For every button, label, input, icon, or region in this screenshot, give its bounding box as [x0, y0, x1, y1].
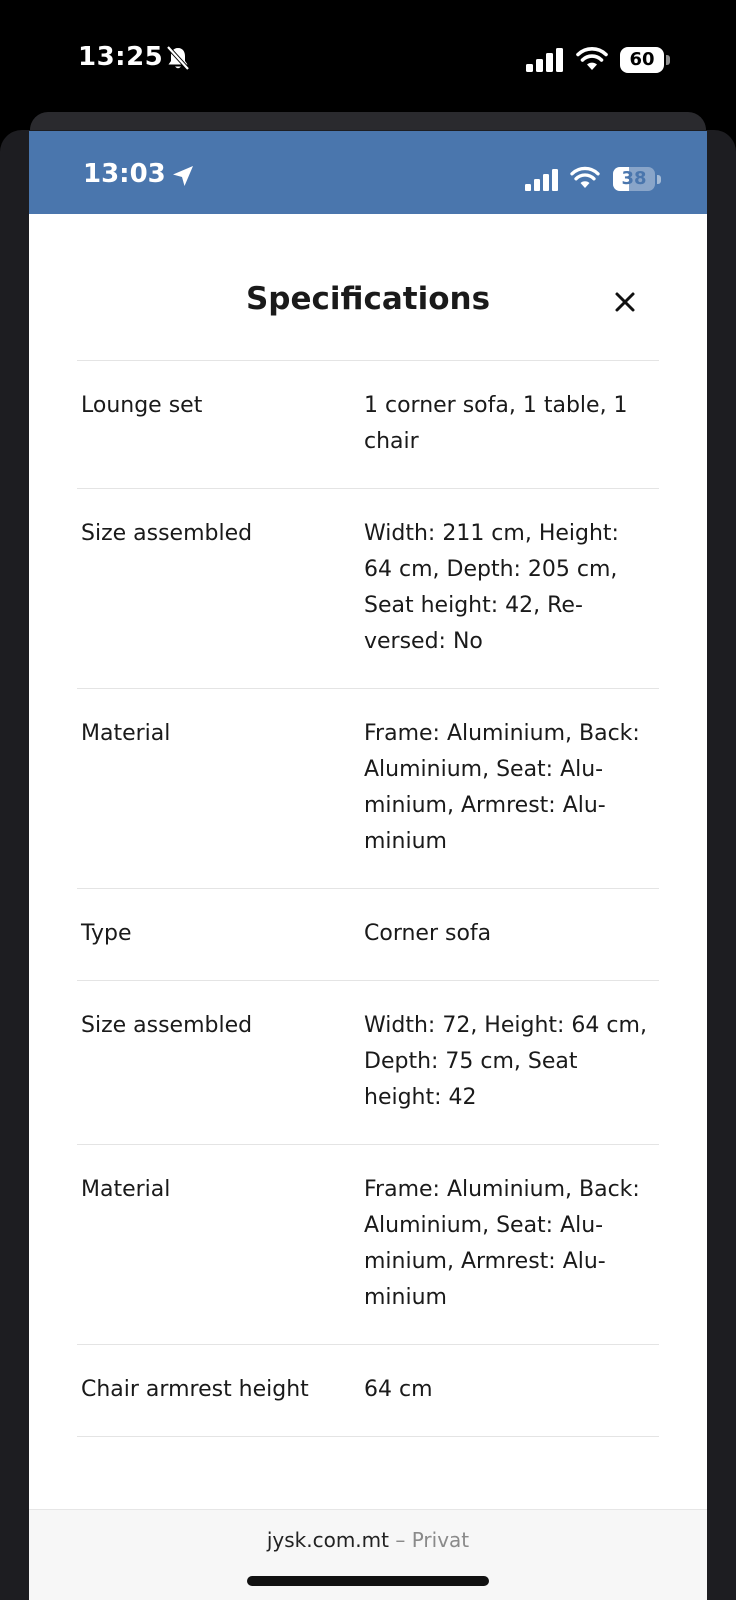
- spec-value: [364, 1008, 659, 1116]
- spec-value-line: Aluminium, Seat: Alu-: [364, 757, 604, 782]
- battery-icon: [620, 47, 670, 73]
- spec-value: [364, 1372, 659, 1408]
- spec-label: Size assembled: [81, 1013, 253, 1038]
- spec-row: [77, 489, 659, 689]
- spec-value-line: chair: [364, 429, 419, 454]
- spec-value-line: Frame: Aluminium, Back:: [364, 721, 640, 746]
- spec-value: [364, 516, 659, 660]
- spec-value-line: Frame: Aluminium, Back:: [364, 1177, 640, 1202]
- private-mode-label: Privat: [411, 1528, 470, 1552]
- close-icon[interactable]: [612, 289, 638, 315]
- spec-value-line: versed: No: [364, 629, 483, 654]
- spec-label: Chair armrest height: [81, 1377, 309, 1402]
- spec-label: Size assembled: [81, 521, 253, 546]
- spec-value-line: minium, Armrest: Alu-: [364, 1249, 606, 1274]
- inner-status-bar: [29, 131, 707, 214]
- spec-value-line: 64 cm: [364, 1377, 433, 1402]
- spec-value-line: 1 corner sofa, 1 table, 1: [364, 393, 628, 418]
- specifications-sheet: [29, 131, 707, 1600]
- address-separator: –: [395, 1528, 406, 1552]
- home-indicator[interactable]: [247, 1576, 489, 1586]
- address-domain: jysk.com.mt: [266, 1528, 389, 1552]
- spec-label: Type: [81, 921, 132, 946]
- device-clock: 13:25: [78, 42, 164, 72]
- spec-value-line: height: 42: [364, 1085, 477, 1110]
- spec-value-line: Seat height: 42, Re-: [364, 593, 583, 618]
- cellular-signal-icon: [526, 48, 564, 72]
- browser-address-bar[interactable]: [29, 1509, 707, 1600]
- device-status-bar: [0, 0, 736, 118]
- spec-row: [77, 981, 659, 1145]
- spec-row: [77, 361, 659, 489]
- address-text[interactable]: [29, 1528, 707, 1552]
- specifications-table: [77, 361, 659, 1437]
- spec-row: [77, 889, 659, 981]
- spec-row: [77, 689, 659, 889]
- spec-value: [364, 1172, 659, 1316]
- battery-icon: [613, 167, 661, 191]
- spec-value: [364, 388, 659, 460]
- battery-percentage: 60: [620, 47, 664, 73]
- spec-row: [77, 1145, 659, 1345]
- spec-value-line: minium: [364, 1285, 447, 1310]
- spec-value-line: minium: [364, 829, 447, 854]
- wifi-icon: [576, 46, 608, 72]
- bell-slash-icon: [164, 44, 192, 72]
- spec-value: [364, 916, 659, 952]
- wifi-icon: [570, 166, 600, 190]
- spec-value-line: minium, Armrest: Alu-: [364, 793, 606, 818]
- location-arrow-icon: [171, 164, 195, 188]
- spec-label: Material: [81, 721, 171, 746]
- spec-value-line: 64 cm, Depth: 205 cm,: [364, 557, 618, 582]
- spec-value-line: Width: 72, Height: 64 cm,: [364, 1013, 647, 1038]
- spec-label: Lounge set: [81, 393, 203, 418]
- spec-value-line: Corner sofa: [364, 921, 492, 946]
- cellular-signal-icon: [525, 169, 559, 191]
- spec-row: [77, 1345, 659, 1437]
- spec-value-line: Depth: 75 cm, Seat: [364, 1049, 578, 1074]
- spec-value-line: Aluminium, Seat: Alu-: [364, 1213, 604, 1238]
- spec-value: [364, 716, 659, 860]
- spec-label: Material: [81, 1177, 171, 1202]
- page-title: Specifications: [245, 281, 491, 317]
- battery-percentage: 38: [621, 168, 647, 189]
- inner-clock: 13:03: [83, 159, 166, 189]
- spec-value-line: Width: 211 cm, Height:: [364, 521, 619, 546]
